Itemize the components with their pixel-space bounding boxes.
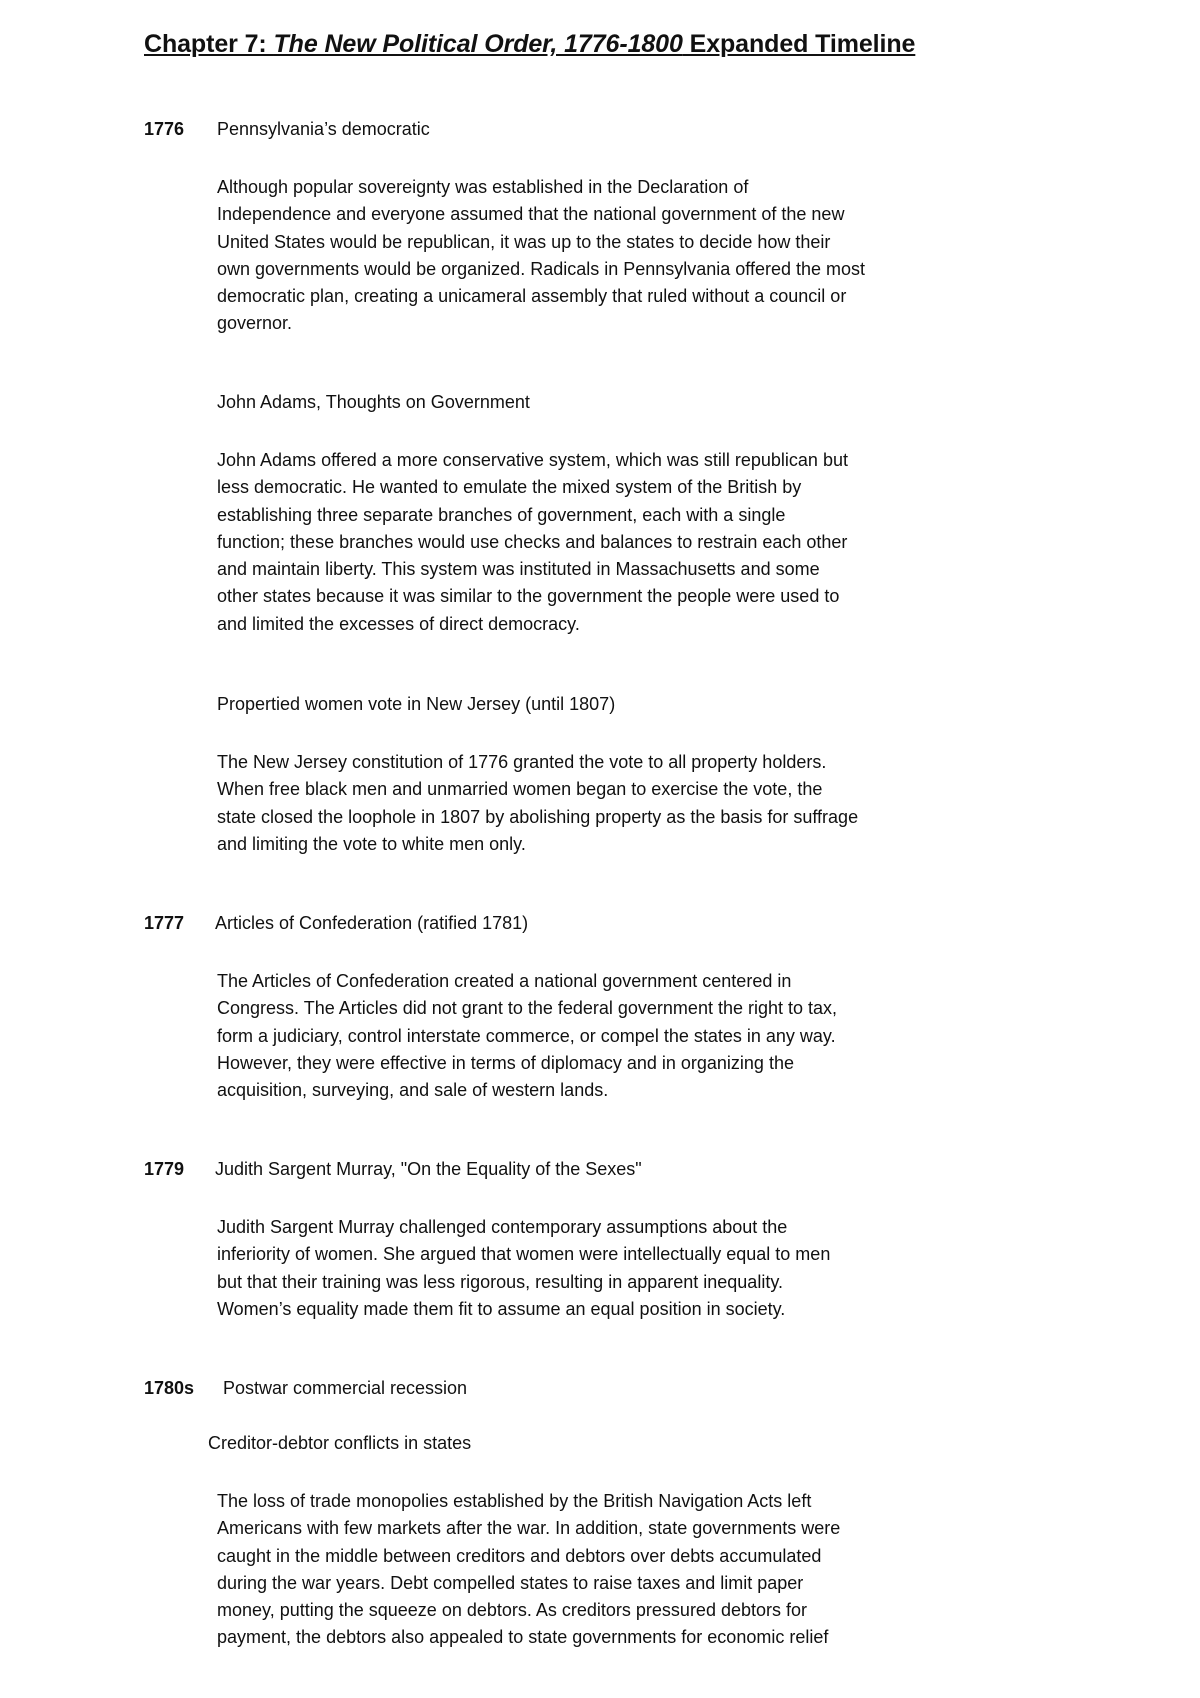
paragraph-line: payment, the debtors also appealed to state governments for economic relief [217, 1627, 829, 1648]
page-title [144, 30, 915, 59]
paragraph-line: but that their training was less rigorous, resulting in apparent inequality. [217, 1271, 783, 1292]
paragraph-line: caught in the middle between creditors and debtors over debts accumulated [217, 1545, 822, 1566]
title-prefix: Chapter 7: [144, 30, 274, 58]
entry-paragraph [217, 749, 977, 858]
entry-year: 1776 [144, 119, 185, 139]
paragraph-line: Although popular sovereignty was established in the Declaration of [217, 177, 749, 197]
paragraph-line: state closed the loophole in 1807 by abolishing property as the basis for suffrage [217, 806, 859, 827]
entry-heading: John Adams, Thoughts on Government [217, 392, 530, 412]
entry-year: 1780s [144, 1378, 195, 1398]
entry-paragraph [217, 174, 977, 338]
paragraph-line: governor. [217, 313, 293, 334]
entry-paragraph [217, 1488, 977, 1652]
paragraph-line: form a judiciary, control interstate commerce, or compel the states in any way. [217, 1025, 836, 1046]
entry-heading: Judith Sargent Murray, "On the Equality of the Sexes" [215, 1159, 642, 1179]
entry-year: 1777 [144, 913, 185, 933]
entry-heading: Pennsylvania’s democratic [217, 119, 430, 139]
paragraph-line: Judith Sargent Murray challenged contemporary assumptions about the [217, 1217, 788, 1237]
entry-paragraph [217, 447, 977, 638]
paragraph-line: less democratic. He wanted to emulate the mixed system of the British by [217, 477, 802, 498]
paragraph-line: The New Jersey constitution of 1776 granted the vote to all property holders. [217, 752, 827, 772]
paragraph-line: John Adams offered a more conservative system, which was still republican but [217, 450, 848, 470]
paragraph-line: during the war years. Debt compelled states to raise taxes and limit paper [217, 1572, 804, 1593]
paragraph-line: own governments would be organized. Radicals in Pennsylvania offered the most [217, 258, 866, 279]
paragraph-line: function; these branches would use checks and balances to restrain each other [217, 531, 848, 552]
entry-year: 1779 [144, 1159, 185, 1179]
entry-subheading: Creditor-debtor conflicts in states [208, 1433, 472, 1453]
paragraph-line: However, they were effective in terms of diplomacy and in organizing the [217, 1052, 794, 1073]
paragraph-line: money, putting the squeeze on debtors. As creditors pressured debtors for [217, 1600, 808, 1621]
paragraph-line: and limited the excesses of direct democracy. [217, 613, 580, 634]
paragraph-line: other states because it was similar to the government the people were used to [217, 586, 840, 607]
paragraph-line: When free black men and unmarried women began to exercise the vote, the [217, 779, 823, 800]
title-suffix: Expanded Timeline [682, 30, 916, 58]
paragraph-line: establishing three separate branches of government, each with a single [217, 504, 786, 525]
paragraph-line: United States would be republican, it was up to the states to decide how their [217, 231, 831, 252]
paragraph-line: and maintain liberty. This system was instituted in Massachusetts and some [217, 559, 820, 580]
paragraph-line: Independence and everyone assumed that the national government of the new [217, 204, 845, 225]
paragraph-line: Americans with few markets after the war. In addition, state governments were [217, 1518, 841, 1539]
title-italic: The New Political Order, 1776-1800 [273, 30, 683, 58]
entry-paragraph [217, 1214, 977, 1323]
paragraph-line: The loss of trade monopolies established by the British Navigation Acts left [217, 1491, 812, 1511]
paragraph-line: Women’s equality made them fit to assume an equal position in society. [217, 1298, 786, 1319]
paragraph-line: acquisition, surveying, and sale of western lands. [217, 1080, 609, 1101]
paragraph-line: and limiting the vote to white men only. [217, 833, 526, 854]
paragraph-line: Congress. The Articles did not grant to the federal government the right to tax, [217, 998, 838, 1019]
paragraph-line: inferiority of women. She argued that women were intellectually equal to men [217, 1244, 831, 1265]
entry-paragraph [217, 968, 977, 1104]
entry-heading: Articles of Confederation (ratified 1781) [215, 913, 529, 933]
entry-heading: Postwar commercial recession [223, 1378, 468, 1398]
paragraph-line: democratic plan, creating a unicameral assembly that ruled without a council or [217, 286, 847, 307]
entry-heading: Propertied women vote in New Jersey (until 1807) [217, 694, 616, 714]
paragraph-line: The Articles of Confederation created a national government centered in [217, 971, 792, 991]
